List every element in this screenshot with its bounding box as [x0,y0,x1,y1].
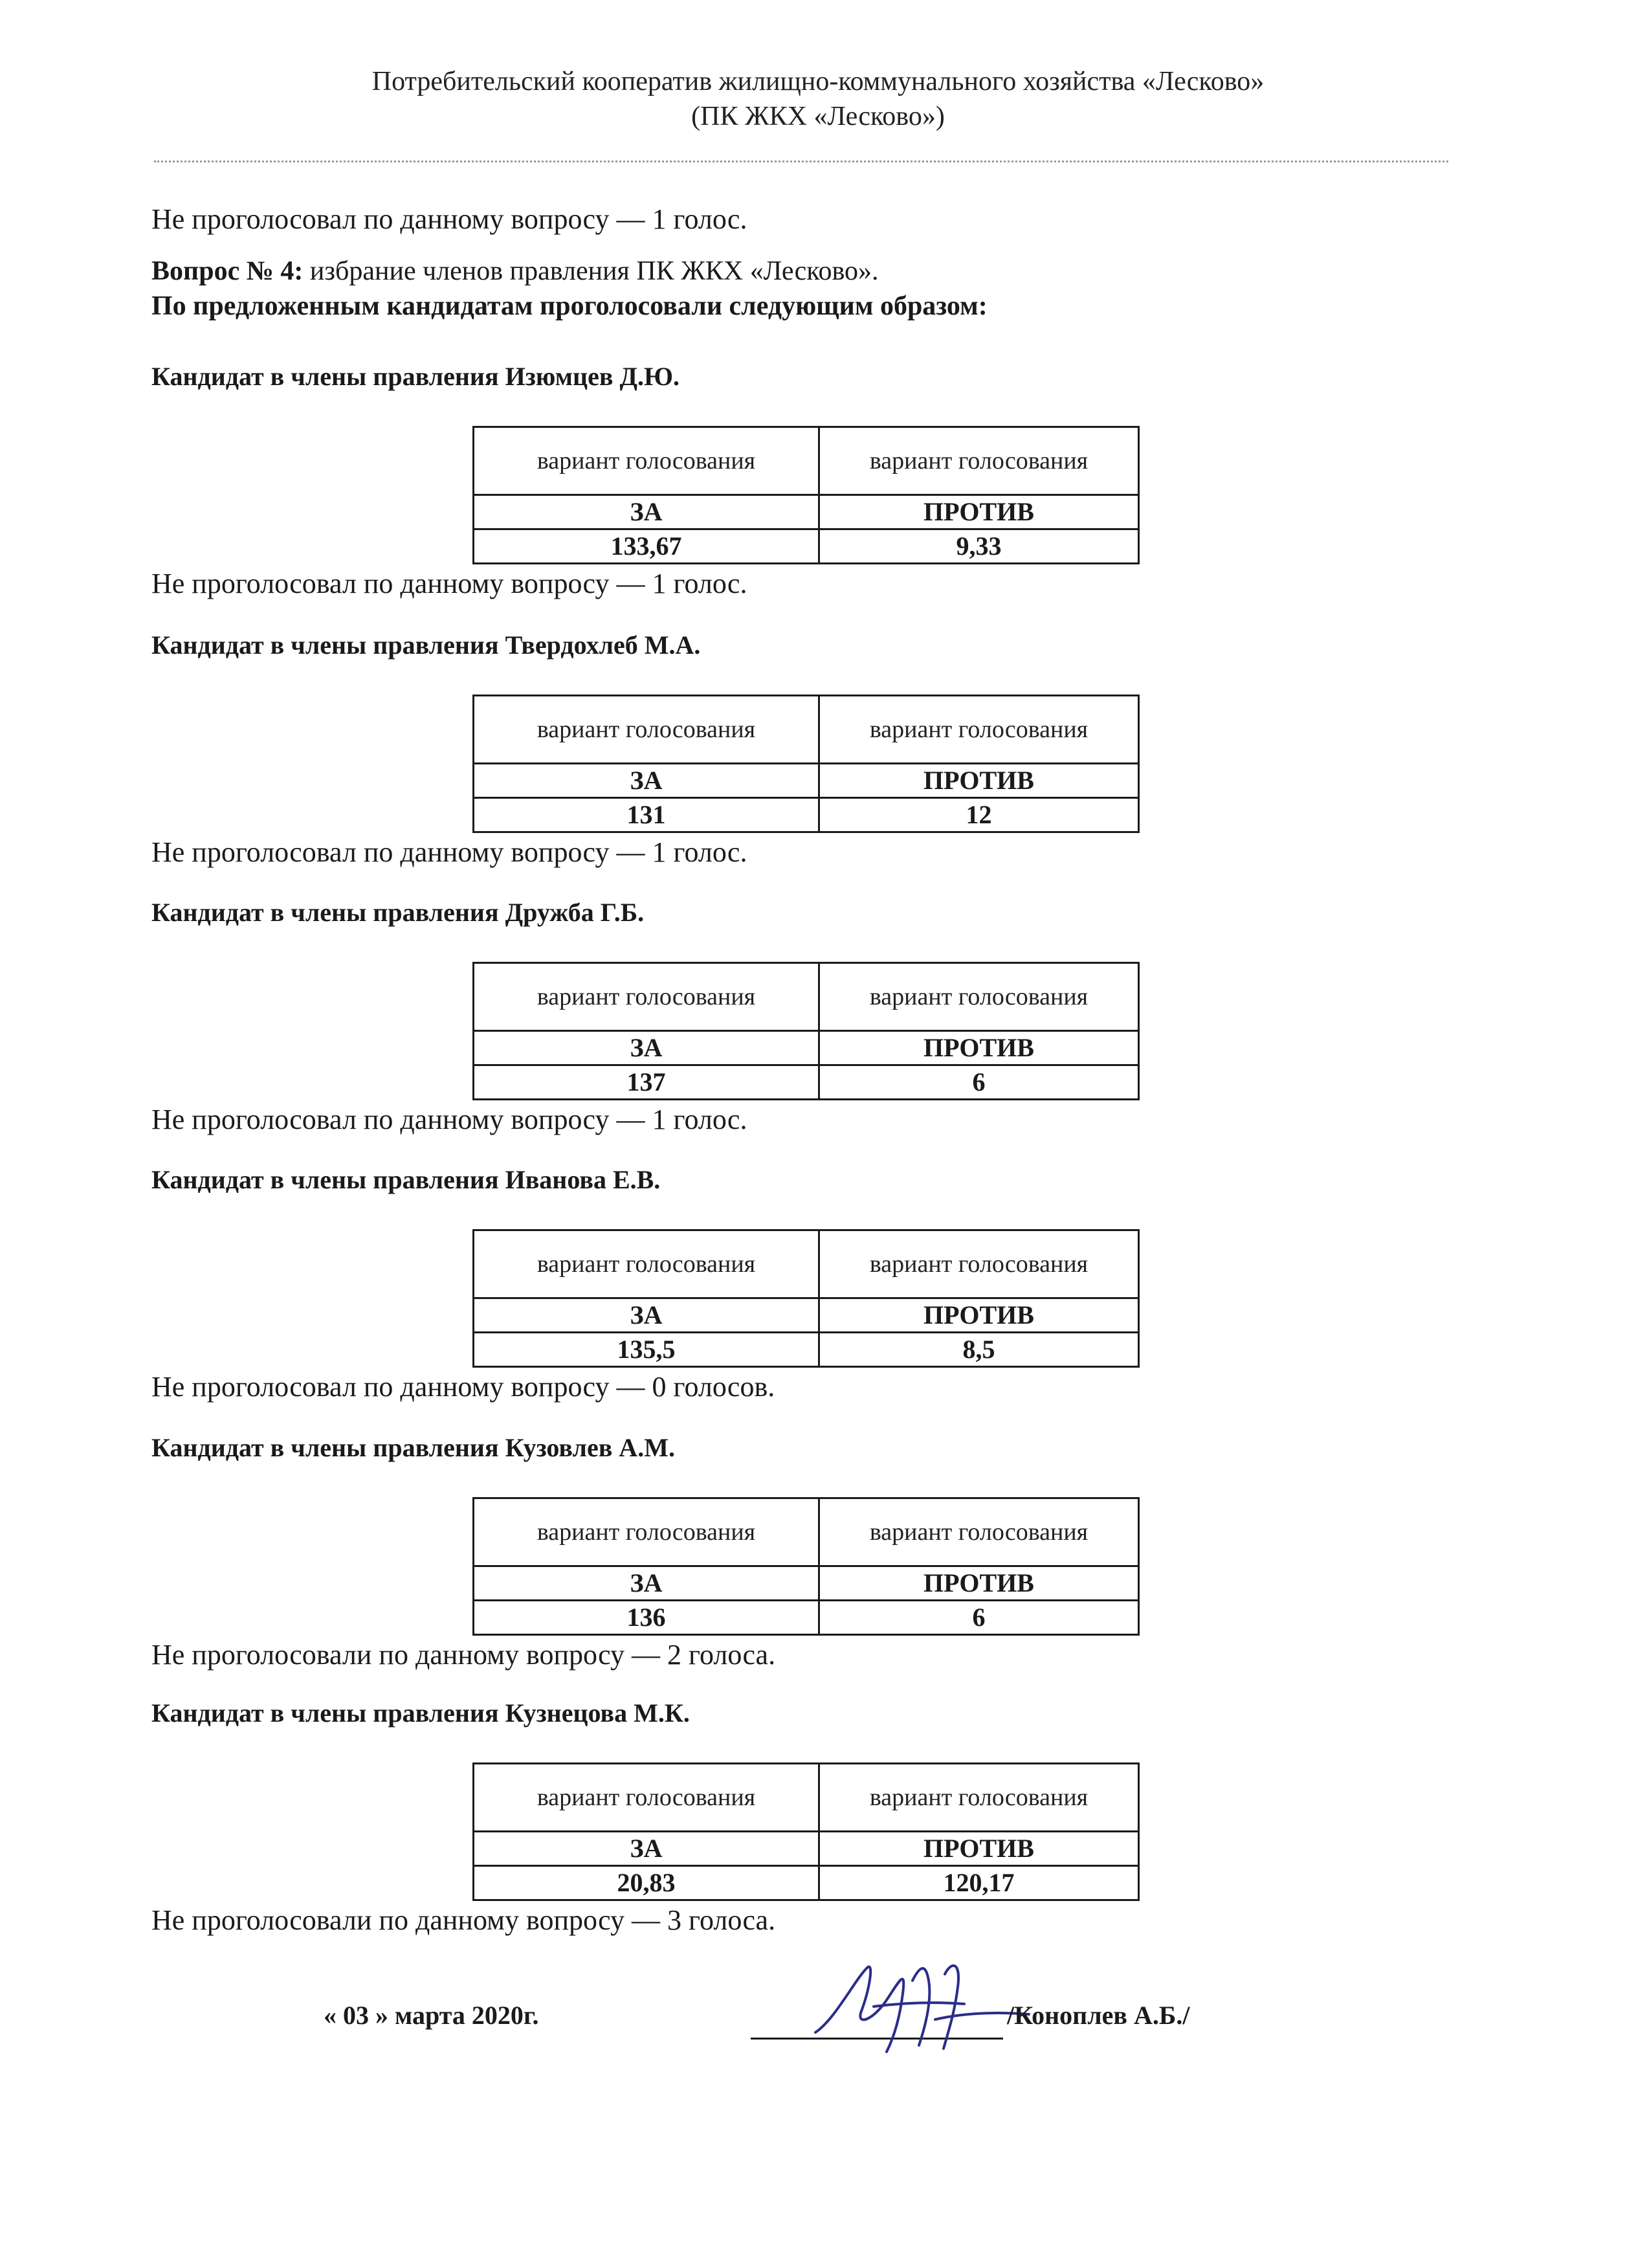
votes-for: 137 [474,1065,819,1100]
header-variant-for: вариант голосования [474,1498,819,1566]
abstain-note: Не проголосовал по данному вопросу — 1 голос. [151,568,747,599]
question-text: избрание членов правления ПК ЖКХ «Лесково». [309,256,879,286]
vote-table [472,695,1140,833]
votes-against: 9,33 [819,529,1139,564]
vote-table-label-row [474,495,1139,529]
votes-for: 133,67 [474,529,819,564]
handwritten-signature [796,1942,1042,2071]
signer-name: /Коноплев А.Б./ [1007,2001,1190,2030]
vote-table-label-row [474,1298,1139,1333]
vote-table [472,1229,1140,1368]
voting-intro: По предложенным кандидатам проголосовали следующим образом: [151,291,988,321]
header-variant-for: вариант голосования [474,1230,819,1298]
label-against: ПРОТИВ [819,1566,1139,1601]
votes-against: 12 [819,798,1139,832]
label-against: ПРОТИВ [819,1031,1139,1065]
header-variant-against: вариант голосования [819,1498,1139,1566]
vote-table [472,1762,1140,1901]
vote-table-value-row [474,1601,1139,1635]
header-variant-for: вариант голосования [474,696,819,764]
header-variant-against: вариант голосования [819,1764,1139,1832]
label-against: ПРОТИВ [819,764,1139,798]
vote-table-label-row [474,1031,1139,1065]
candidate-title: Кандидат в члены правления Твердохлеб М.А. [151,630,701,660]
abstain-note: Не проголосовал по данному вопросу — 1 голос. [151,836,747,868]
vote-table-value-row [474,798,1139,832]
vote-table [472,1497,1140,1636]
votes-against: 6 [819,1065,1139,1100]
votes-against: 6 [819,1601,1139,1635]
vote-table-header-row [474,1230,1139,1298]
org-full-name: Потребительский кооператив жилищно-коммунального хозяйства «Лесково» [371,67,1265,96]
abstain-note: Не проголосовали по данному вопросу — 3 голоса. [151,1904,776,1936]
abstain-note: Не проголосовал по данному вопросу — 1 голос. [151,1104,747,1135]
votes-against: 8,5 [819,1333,1139,1367]
question-number: Вопрос № 4: [151,256,304,286]
votes-against: 120,17 [819,1866,1139,1900]
vote-table-label-row [474,1832,1139,1866]
vote-table-header-row [474,427,1139,495]
header-variant-for: вариант голосования [474,963,819,1031]
header-divider [154,161,1448,162]
candidate-title: Кандидат в члены правления Кузовлев А.М. [151,1433,675,1462]
label-for: ЗА [474,1566,819,1601]
votes-for: 136 [474,1601,819,1635]
vote-table [472,426,1140,564]
votes-for: 20,83 [474,1866,819,1900]
candidate-title: Кандидат в члены правления Кузнецова М.К. [151,1698,690,1728]
label-for: ЗА [474,495,819,529]
abstain-note: Не проголосовали по данному вопросу — 2 голоса. [151,1639,776,1671]
header-variant-against: вариант голосования [819,696,1139,764]
vote-table [472,962,1140,1100]
label-for: ЗА [474,1832,819,1866]
vote-table-value-row [474,1333,1139,1367]
document-date: « 03 » марта 2020г. [324,2001,539,2030]
header-variant-against: вариант голосования [819,963,1139,1031]
label-against: ПРОТИВ [819,1298,1139,1333]
candidate-title: Кандидат в члены правления Дружба Г.Б. [151,898,645,927]
votes-for: 135,5 [474,1333,819,1367]
header-variant-for: вариант голосования [474,427,819,495]
candidate-title: Кандидат в члены правления Изюмцев Д.Ю. [151,362,680,391]
vote-table-value-row [474,1866,1139,1900]
vote-table-label-row [474,764,1139,798]
intro-note: Не проголосовал по данному вопросу — 1 голос. [151,203,747,235]
header-variant-for: вариант голосования [474,1764,819,1832]
vote-table-header-row [474,963,1139,1031]
candidate-title: Кандидат в члены правления Иванова Е.В. [151,1165,661,1194]
vote-table-value-row [474,529,1139,564]
vote-table-value-row [474,1065,1139,1100]
question-line [151,254,879,289]
label-against: ПРОТИВ [819,495,1139,529]
vote-table-header-row [474,1764,1139,1832]
label-against: ПРОТИВ [819,1832,1139,1866]
org-short-name: (ПК ЖКХ «Лесково») [691,102,945,131]
label-for: ЗА [474,1298,819,1333]
vote-table-label-row [474,1566,1139,1601]
vote-table-header-row [474,696,1139,764]
votes-for: 131 [474,798,819,832]
label-for: ЗА [474,764,819,798]
vote-table-header-row [474,1498,1139,1566]
header-variant-against: вариант голосования [819,1230,1139,1298]
abstain-note: Не проголосовал по данному вопросу — 0 голосов. [151,1371,775,1403]
header-variant-against: вариант голосования [819,427,1139,495]
label-for: ЗА [474,1031,819,1065]
